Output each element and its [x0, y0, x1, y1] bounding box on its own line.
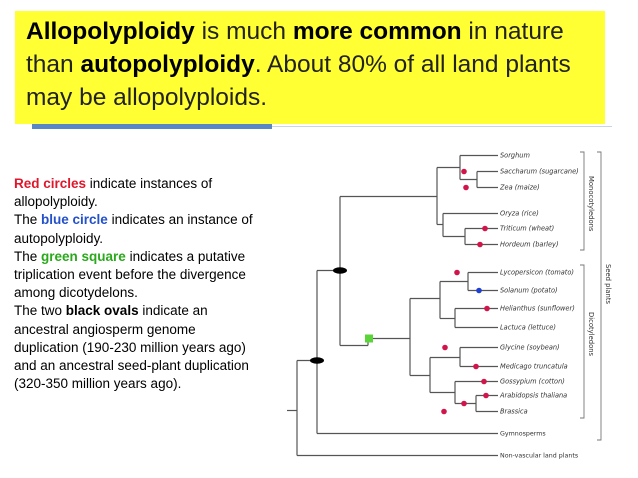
- figure-caption: Red circles indicate instances of allopolyploidy. The blue circle indicates an instance of autopolyploidy. The green square indicates a putative triplication event before the divergence among dicotydelons. The two black ovals indicate an ancestral angiosperm genome duplication (190-230 million years ago) and an ancestral seed-plant duplication (320-350 million years ago).: [14, 176, 253, 392]
- allopolyploidy-marker: [461, 169, 467, 175]
- leaf-label: Glycine (soybean): [500, 343, 560, 352]
- autopolyploidy-marker: [476, 288, 482, 294]
- leaf-label: Saccharum (sugarcane): [500, 167, 579, 176]
- allopolyploidy-marker: [442, 345, 448, 351]
- allopolyploidy-marker: [484, 306, 490, 312]
- triplication-marker: [365, 335, 373, 343]
- monocots-label: Monocotyledons: [587, 176, 595, 232]
- angiosperm-duplication-marker: [333, 267, 347, 273]
- dicot-bracket: [580, 265, 584, 418]
- allopolyploidy-marker: [482, 226, 488, 232]
- leaf-label: Gossypium (cotton): [500, 377, 565, 386]
- leaf-label: Zea (maize): [500, 183, 540, 192]
- leaf-label: Brassica: [500, 407, 528, 416]
- leaf-label: Solanum (potato): [500, 286, 558, 295]
- leaf-label: Helianthus (sunflower): [500, 304, 575, 313]
- caption-green-square: green square: [41, 248, 126, 264]
- allopolyploidy-marker: [454, 270, 460, 276]
- allopolyploidy-marker: [441, 409, 447, 415]
- leaf-label: Sorghum: [500, 151, 530, 160]
- markers: [310, 169, 490, 415]
- allopolyploidy-marker: [461, 401, 467, 407]
- leaf-label: Gymnosperms: [500, 430, 546, 438]
- leaf-label: Non-vascular land plants: [500, 452, 579, 460]
- leaf-label: Triticum (wheat): [500, 224, 555, 233]
- seed-plant-duplication-marker: [310, 357, 324, 363]
- slide-title: Allopolyploidy is much more common in nature than autopolyploidy. About 80% of all land plants may be allopolyploids.: [15, 11, 605, 124]
- leaf-label: Medicago truncatula: [500, 362, 568, 371]
- allopolyploidy-marker: [477, 242, 483, 248]
- allopolyploidy-marker: [481, 379, 487, 385]
- leaf-label: Arabidopsis thaliana: [500, 391, 568, 400]
- species-labels: [499, 152, 579, 460]
- allopolyploidy-marker: [483, 393, 489, 399]
- leaf-label: Oryza (rice): [500, 209, 539, 218]
- caption-black-ovals: black ovals: [65, 303, 139, 319]
- caption-blue-circle: blue circle: [41, 212, 108, 228]
- leaf-label: Lactuca (lettuce): [500, 323, 556, 332]
- leaf-label: Hordeum (barley): [500, 240, 559, 249]
- tree-branches: [287, 156, 498, 456]
- seed-plants-label: Seed plants: [604, 264, 612, 305]
- monocot-bracket: [580, 152, 584, 250]
- allopolyploidy-marker: [473, 364, 479, 370]
- dicots-label: Dicotyledons: [587, 312, 595, 357]
- leaf-label: Lycopersicon (tomato): [500, 268, 575, 277]
- caption-red-circles: Red circles: [14, 176, 87, 191]
- allopolyploidy-marker: [463, 185, 469, 191]
- seed-plant-bracket: [597, 152, 601, 440]
